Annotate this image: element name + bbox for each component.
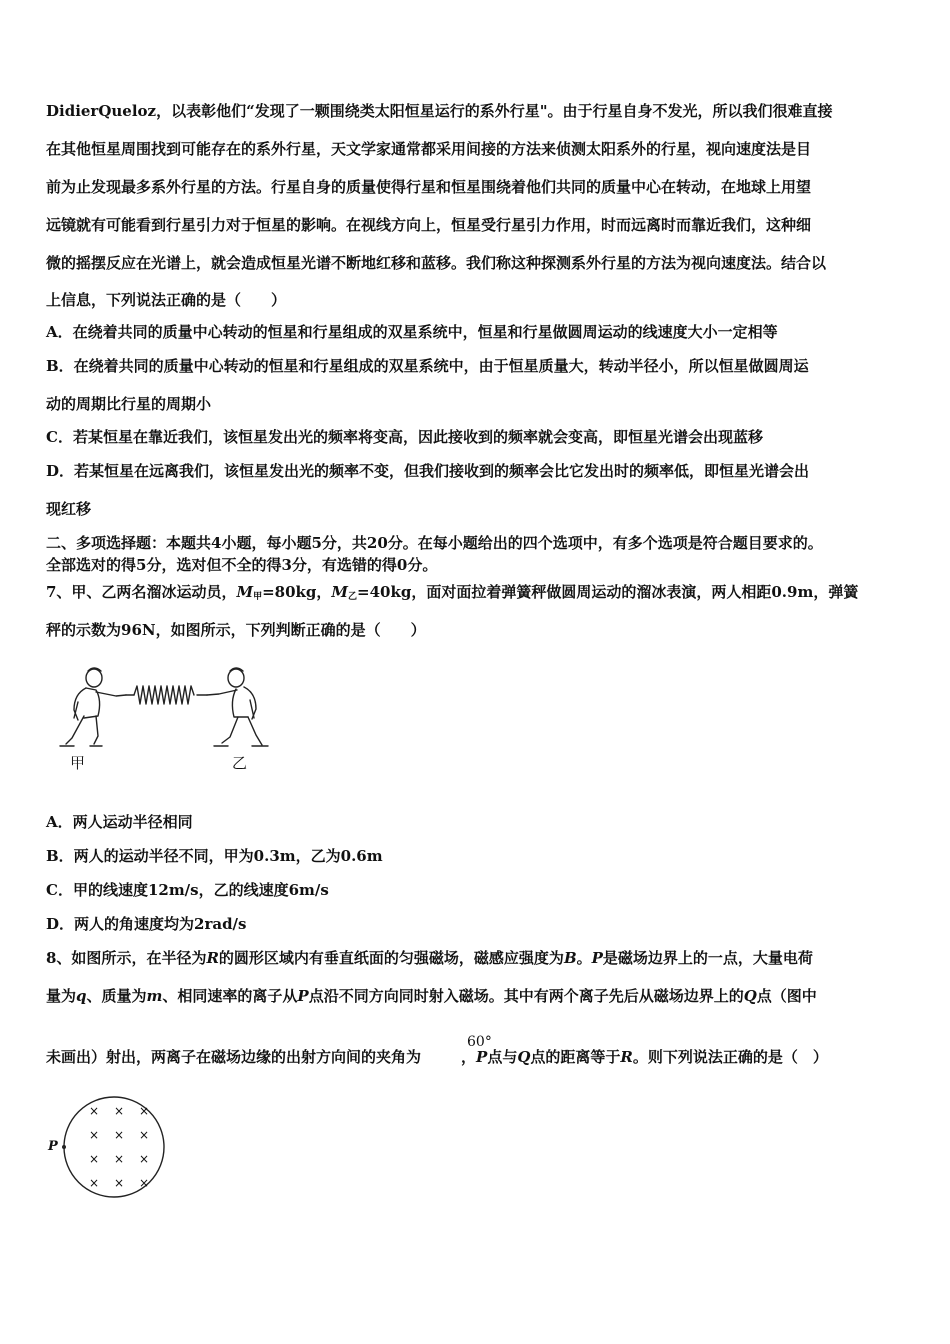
field-x-mark: × [139,1128,150,1142]
q8-magnetic-field-figure [44,1094,174,1204]
field-x-mark: × [114,1128,125,1142]
q8-stem-line-2: 量为q、质量为m、相同速率的离子从P点沿不同方向同时射入磁场。其中有两个离子先后从磁场边界上的Q点（图中 [46,987,817,1005]
q6-stem-line-1: DidierQueloz，以表彰他们“发现了一颗围绕类太阳恒星运行的系外行星"。由于行星自身不发光，所以我们很难直接 [46,102,833,120]
q6-stem-line-6: 上信息，下列说法正确的是（ ） [46,291,287,309]
q6-option-c: C．若某恒星在靠近我们，该恒星发出光的频率将变高，因此接收到的频率就会变高，即恒星光谱会出现蓝移 [46,428,763,446]
point-p-label: P [48,1139,58,1154]
point-p-dot [62,1145,66,1149]
field-x-mark: × [89,1128,100,1142]
field-x-mark: × [114,1152,125,1166]
q6-stem-line-5: 微的摇摆反应在光谱上，就会造成恒星光谱不断地红移和蓝移。我们称这种探测系外行星的方法为视向速度法。结合以 [46,254,827,272]
q6-option-d-line-2: 现红移 [46,500,92,518]
spring-scale [126,686,207,704]
q8-stem-line-1: 8、如图所示，在半径为R的圆形区域内有垂直纸面的匀强磁场，磁感应强度为B。P是磁场边界上的一点，大量电荷 [46,949,813,967]
figure-label-yi: 乙 [232,754,248,772]
q7-option-d: D．两人的角速度均为2rad/s [46,915,247,933]
q7-skaters-figure [52,662,277,774]
q8-stem-line-3: 未画出）射出，两离子在磁场边缘的出射方向间的夹角为 ，P点与Q点的距离等于R。则下列说法正确的是（ ） [46,1048,828,1066]
field-x-mark: × [114,1104,125,1118]
section-2-heading-line-1: 二、多项选择题：本题共4小题，每小题5分，共20分。在每小题给出的四个选项中，有多个选项是符合题目要求的。 [46,534,823,552]
q6-option-a: A．在绕着共同的质量中心转动的恒星和行星组成的双星系统中，恒星和行星做圆周运动的线速度大小一定相等 [46,323,778,341]
q7-option-b: B．两人的运动半径不同，甲为0.3m，乙为0.6m [46,847,383,865]
q6-option-b-line-2: 动的周期比行星的周期小 [46,395,212,413]
field-x-mark: × [139,1176,150,1190]
figure-label-jia: 甲 [70,754,86,772]
skater-jia [60,668,126,746]
field-x-mark: × [89,1152,100,1166]
magnetic-field-circle [44,1094,174,1204]
skater-yi [207,668,268,746]
q6-stem-line-4: 远镜就有可能看到行星引力对于恒星的影响。在视线方向上，恒星受行星引力作用，时而远离时而靠近我们，这种细 [46,216,812,234]
angle-60-degrees: 60° [467,1034,492,1050]
field-x-mark: × [139,1152,150,1166]
q6-option-b-line-1: B．在绕着共同的质量中心转动的恒星和行星组成的双星系统中，由于恒星质量大，转动半径小，所以恒星做圆周运 [46,357,809,375]
q6-option-d-line-1: D．若某恒星在远离我们，该恒星发出光的频率不变，但我们接收到的频率会比它发出时的频率低，即恒星光谱会出 [46,462,810,480]
q6-stem-line-3: 前为止发现最多系外行星的方法。行星自身的质量使得行星和恒星围绕着他们共同的质量中心在转动，在地球上用望 [46,178,812,196]
field-x-mark: × [139,1104,150,1118]
field-x-mark: × [89,1104,100,1118]
q7-stem-line-2: 秤的示数为96N，如图所示，下列判断正确的是（ ） [46,621,426,639]
section-2-heading-line-2: 全部选对的得5分，选对但不全的得3分，有选错的得0分。 [46,556,438,574]
q6-stem-line-2: 在其他恒星周围找到可能存在的系外行星，天文学家通常都采用间接的方法来侦测太阳系外的行星，视向速度法是目 [46,140,812,158]
field-x-mark: × [89,1176,100,1190]
q7-stem-line-1: 7、甲、乙两名溜冰运动员，$M_甲=80kg$，$M_乙=40kg$，面对面拉着弹簧秤做圆周运动的溜冰表演，两人相距0.9m，弹簧 [46,583,859,602]
field-x-mark: × [114,1176,125,1190]
q7-option-a: A．两人运动半径相同 [46,813,193,831]
q7-option-c: C．甲的线速度12m/s，乙的线速度6m/s [46,881,329,899]
